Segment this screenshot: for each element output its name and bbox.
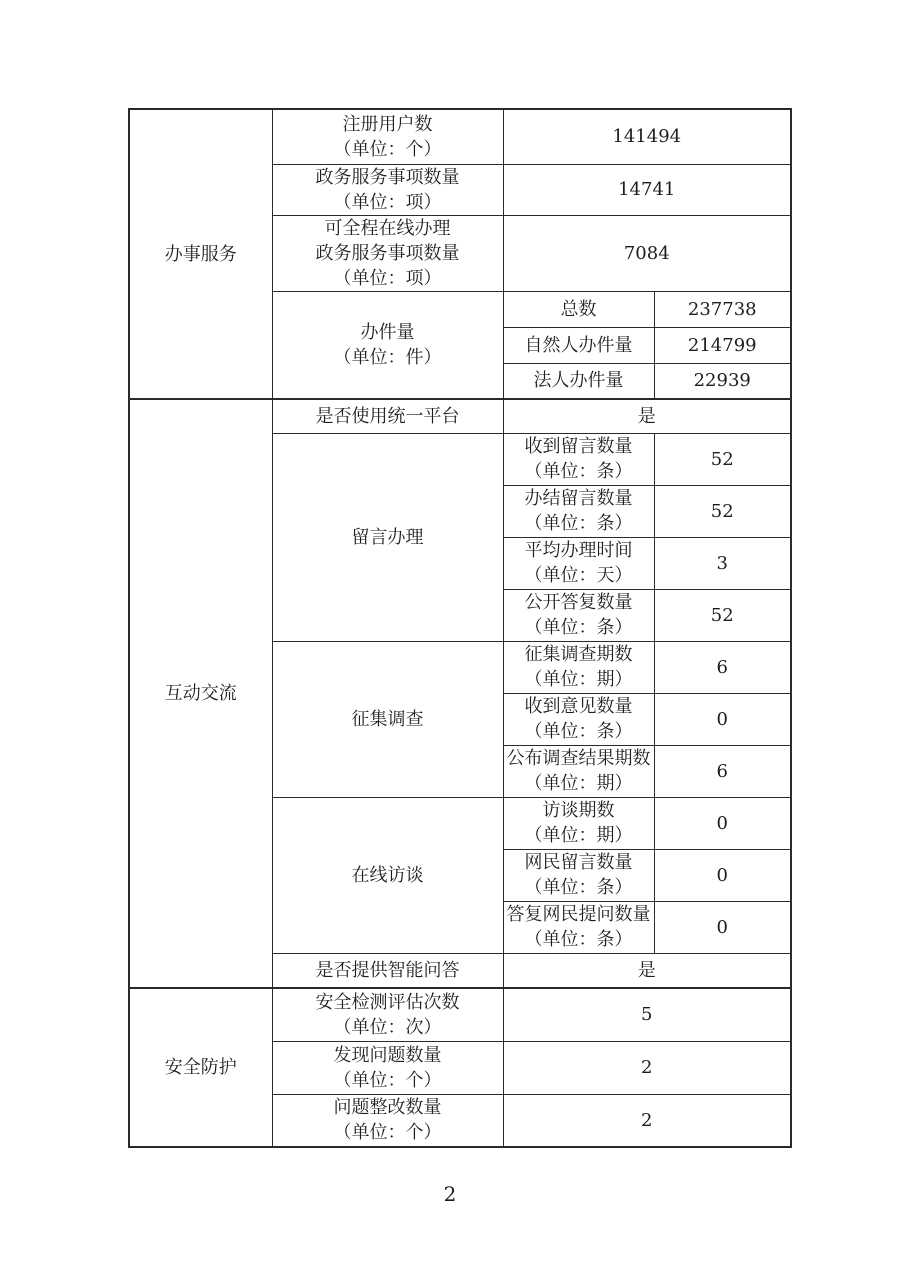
value-public-replies: 52 <box>654 589 791 641</box>
subitem-unit: （单位：天） <box>524 565 633 586</box>
value-registered-users: 141494 <box>503 109 791 164</box>
item-unit: （单位：个） <box>333 138 442 160</box>
item-problems-found <box>272 1041 503 1094</box>
value-cases-natural: 214799 <box>654 327 791 363</box>
item-name: 注册用户数 <box>342 113 433 135</box>
report-table <box>128 108 792 1148</box>
value-average-handling-time: 3 <box>654 537 791 589</box>
item-security-checks <box>272 988 503 1041</box>
item-name-line1: 可全程在线办理 <box>324 217 451 239</box>
page-number: 2 <box>443 1182 457 1206</box>
subitem-cases-legal: 法人办件量 <box>503 363 654 399</box>
subitem-unit: （单位：期） <box>524 825 633 846</box>
value-unified-platform: 是 <box>503 399 791 433</box>
section-label-security: 安全防护 <box>129 988 272 1147</box>
subitem-average-handling-time <box>503 537 654 589</box>
item-cases <box>272 291 503 399</box>
item-unit: （单位：个） <box>333 1069 442 1091</box>
item-name: 安全检测评估次数 <box>315 991 460 1013</box>
subitem-messages-received <box>503 433 654 485</box>
item-unit: （单位：项） <box>333 191 442 213</box>
subitem-interview-periods <box>503 797 654 849</box>
subitem-unit: （单位：期） <box>524 773 633 794</box>
item-problems-fixed <box>272 1094 503 1147</box>
subitem-public-replies <box>503 589 654 641</box>
item-online-items <box>272 215 503 291</box>
subitem-netizen-messages <box>503 849 654 901</box>
subitem-cases-total: 总数 <box>503 291 654 327</box>
subitem-name: 答复网民提问数量 <box>506 904 651 925</box>
item-unit: （单位：件） <box>333 346 442 368</box>
subitem-unit: （单位：条） <box>524 513 633 534</box>
section-label-interaction: 互动交流 <box>129 399 272 988</box>
value-questions-answered: 0 <box>654 901 791 953</box>
table-row <box>129 988 791 1041</box>
subitem-unit: （单位：条） <box>524 721 633 742</box>
item-name: 办件量 <box>360 321 415 343</box>
item-unit: （单位：个） <box>333 1122 442 1144</box>
item-name: 发现问题数量 <box>333 1044 442 1066</box>
value-problems-fixed: 2 <box>503 1094 791 1147</box>
subitem-questions-answered <box>503 901 654 953</box>
table-row <box>129 399 791 433</box>
value-messages-received: 52 <box>654 433 791 485</box>
item-interview: 在线访谈 <box>272 797 503 953</box>
item-message-handling: 留言办理 <box>272 433 503 641</box>
item-name: 问题整改数量 <box>333 1097 442 1119</box>
subitem-unit: （单位：条） <box>524 929 633 950</box>
value-cases-total: 237738 <box>654 291 791 327</box>
value-survey-periods: 6 <box>654 641 791 693</box>
subitem-survey-periods <box>503 641 654 693</box>
value-cases-legal: 22939 <box>654 363 791 399</box>
item-service-items <box>272 164 503 215</box>
value-messages-resolved: 52 <box>654 485 791 537</box>
subitem-unit: （单位：期） <box>524 669 633 690</box>
value-smart-qa: 是 <box>503 953 791 988</box>
value-security-checks: 5 <box>503 988 791 1041</box>
value-netizen-messages: 0 <box>654 849 791 901</box>
subitem-results-published <box>503 745 654 797</box>
item-unit: （单位：次） <box>333 1016 442 1038</box>
value-problems-found: 2 <box>503 1041 791 1094</box>
value-opinions-received: 0 <box>654 693 791 745</box>
subitem-name: 公布调查结果期数 <box>506 748 651 769</box>
item-registered-users <box>272 109 503 164</box>
item-smart-qa: 是否提供智能问答 <box>272 953 503 988</box>
subitem-name: 收到留言数量 <box>524 436 633 457</box>
value-service-items: 14741 <box>503 164 791 215</box>
subitem-name: 收到意见数量 <box>524 696 633 717</box>
subitem-name: 平均办理时间 <box>524 540 633 561</box>
item-survey: 征集调查 <box>272 641 503 797</box>
item-name: 政务服务事项数量 <box>315 166 460 188</box>
subitem-name: 公开答复数量 <box>524 592 633 613</box>
value-interview-periods: 0 <box>654 797 791 849</box>
value-online-items: 7084 <box>503 215 791 291</box>
subitem-messages-resolved <box>503 485 654 537</box>
subitem-unit: （单位：条） <box>524 617 633 638</box>
subitem-unit: （单位：条） <box>524 461 633 482</box>
subitem-name: 办结留言数量 <box>524 488 633 509</box>
section-label-service-handling: 办事服务 <box>129 109 272 399</box>
item-unified-platform: 是否使用统一平台 <box>272 399 503 433</box>
value-results-published: 6 <box>654 745 791 797</box>
subitem-cases-natural: 自然人办件量 <box>503 327 654 363</box>
subitem-name: 访谈期数 <box>542 800 615 821</box>
subitem-name: 网民留言数量 <box>524 852 633 873</box>
subitem-opinions-received <box>503 693 654 745</box>
subitem-name: 征集调查期数 <box>524 644 633 665</box>
item-unit: （单位：项） <box>333 267 442 289</box>
subitem-unit: （单位：条） <box>524 877 633 898</box>
table-row <box>129 109 791 164</box>
item-name-line2: 政务服务事项数量 <box>315 242 460 264</box>
